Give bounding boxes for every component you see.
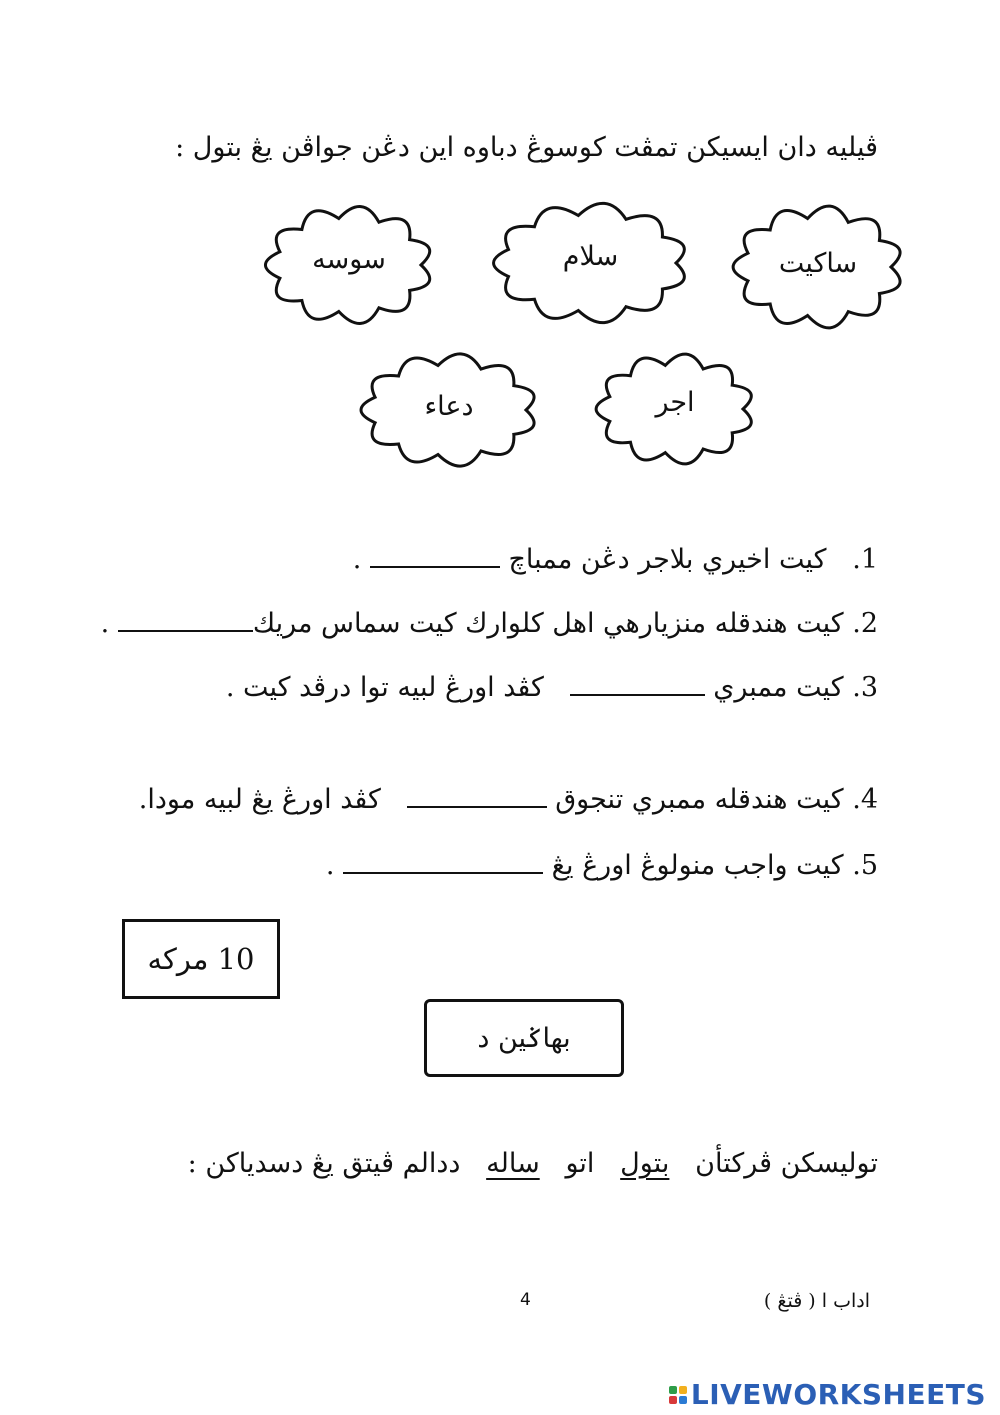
- question-text: كڤد اورڠ يڠ لبيه مودا.: [138, 784, 381, 815]
- section-instruction: [188, 1148, 878, 1179]
- cloud-word: سلام: [562, 241, 619, 272]
- page-number: 4: [520, 1290, 531, 1310]
- instruction-part: توليسکن ڤرکتأن: [695, 1148, 878, 1179]
- question-text: .: [352, 544, 362, 575]
- question-text: كيت هندقله منزيارهي اهل كلوارك كيت سماس مريك: [252, 608, 844, 639]
- answer-blank[interactable]: [407, 802, 547, 808]
- word-cloud: [493, 203, 688, 323]
- word-wrong: ساله: [486, 1148, 540, 1179]
- answer-blank[interactable]: [343, 868, 543, 874]
- question-text: كيت اخيري بلاجر دڠن ممباچ: [508, 544, 827, 575]
- answer-blank[interactable]: [370, 562, 500, 568]
- section-label-box: [424, 999, 624, 1077]
- cloud-word: ساکيت: [778, 248, 858, 279]
- question-number: 3.: [852, 672, 878, 703]
- question-row: [353, 544, 878, 575]
- answer-blank[interactable]: [118, 626, 253, 632]
- question-number: 1.: [852, 544, 878, 575]
- question-number: 2.: [852, 608, 878, 639]
- marks-box: [122, 919, 280, 999]
- instruction-conjunction: اتو: [565, 1148, 595, 1179]
- question-row: [101, 608, 878, 639]
- word-cloud: [733, 206, 903, 328]
- question-text: كيت هندقله ممبري تنجوق: [555, 784, 844, 815]
- question-text: كيت ممبري: [713, 672, 844, 703]
- brand-name: LIVEWORKSHEETS: [690, 1378, 986, 1411]
- answer-blank[interactable]: [570, 690, 705, 696]
- section-label: بهاݢين د: [477, 1022, 571, 1054]
- question-text: كيت واجب منولوڠ اورڠ يڠ: [551, 850, 844, 881]
- question-row: [139, 784, 878, 815]
- cloud-word: اجر: [655, 387, 695, 418]
- question-number: 5.: [852, 850, 878, 881]
- word-cloud: [595, 353, 755, 465]
- footer-subject: اداب ا ( ڤتڠ ): [763, 1290, 870, 1312]
- liveworksheets-logo-icon: [669, 1386, 687, 1404]
- question-row: [226, 672, 878, 703]
- marks-label: مركه: [147, 942, 209, 976]
- cloud-word: سوسه: [312, 244, 386, 275]
- word-cloud: [360, 353, 538, 467]
- brand-watermark: [669, 1378, 986, 1411]
- question-number: 4.: [852, 784, 878, 815]
- question-text: .: [100, 608, 110, 639]
- word-cloud: [265, 206, 433, 324]
- question-text: .: [325, 850, 335, 881]
- instruction-text: ڤيليه دان ايسيکن تمڤت کوسوڠ دباوه اين دڠن جواڤن يڠ بتول :: [175, 132, 878, 163]
- word-correct: بتول: [620, 1148, 670, 1179]
- question-row: [326, 850, 878, 881]
- cloud-word: دعاء: [424, 391, 474, 422]
- question-text: كڤد اورڠ لبيه توا درڤد كيت .: [225, 672, 544, 703]
- marks-value: 10: [217, 942, 255, 976]
- instruction-part: ددالم ڤيتق يڠ دسدياکن :: [187, 1148, 461, 1179]
